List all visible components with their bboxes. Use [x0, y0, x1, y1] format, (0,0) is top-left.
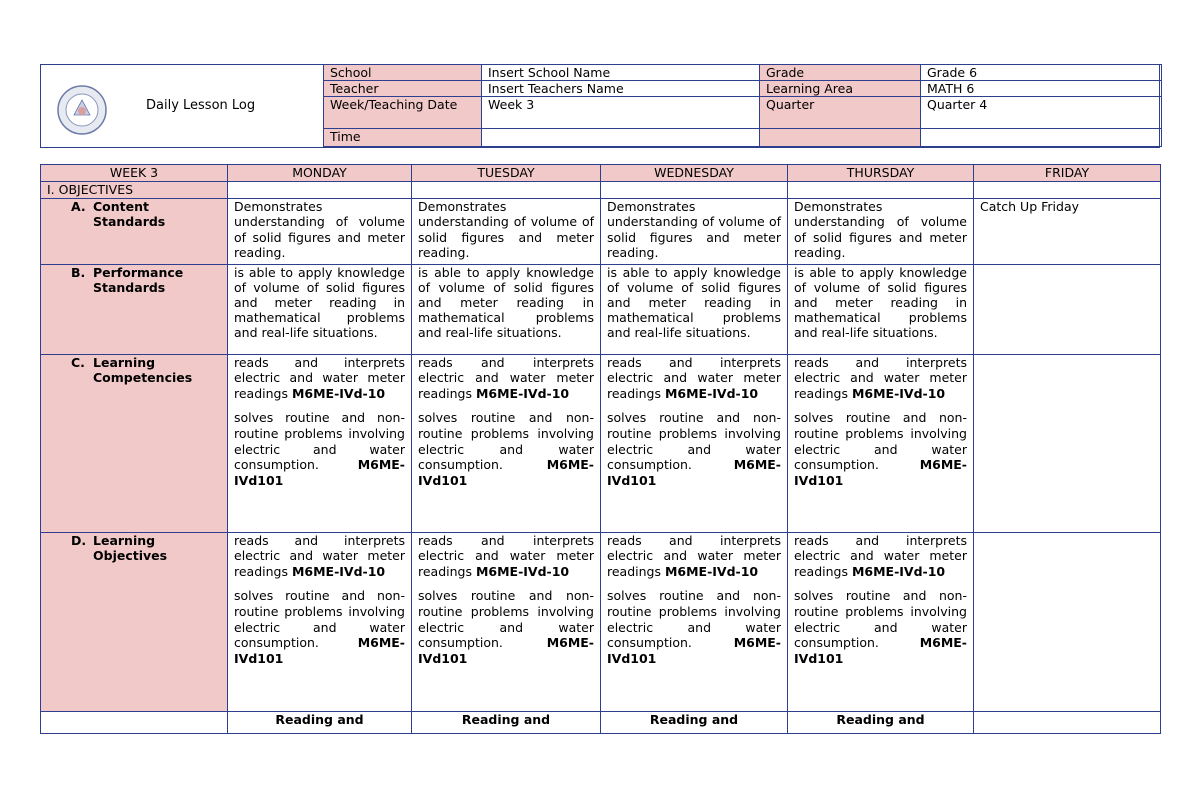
tuesday-content: Demonstrates understanding of volume of solid figures and meter reading.	[412, 198, 601, 264]
learning-area-label: Learning Area	[760, 81, 921, 97]
col-week: WEEK 3	[41, 165, 228, 182]
friday-content-topic	[974, 711, 1161, 733]
col-friday: FRIDAY	[974, 165, 1161, 182]
learning-objectives-label: D. Learning Objectives	[41, 532, 228, 711]
wednesday-competencies: reads and interprets electric and water meter readings M6ME-IVd-10 solves routine and non-routine problems involving electric and water consumption. M6ME-IVd101	[601, 354, 788, 532]
header-info-table	[323, 64, 1162, 147]
friday-objectives	[974, 532, 1161, 711]
friday-content: Catch Up Friday	[974, 198, 1161, 264]
content-row	[41, 711, 1161, 733]
page-title: Daily Lesson Log	[146, 98, 256, 113]
thursday-competencies: reads and interprets electric and water meter readings M6ME-IVd-10 solves routine and non-routine problems involving electric and water consumption. M6ME-IVd101	[788, 354, 974, 532]
monday-performance: is able to apply knowledge of volume of solid figures and meter reading in mathematical problems and real-life situations.	[228, 264, 412, 354]
wednesday-performance: is able to apply knowledge of volume of solid figures and meter reading in mathematical problems and real-life situations.	[601, 264, 788, 354]
monday-content-topic: Reading and	[228, 711, 412, 733]
friday-competencies	[974, 354, 1161, 532]
thursday-performance: is able to apply knowledge of volume of solid figures and meter reading in mathematical problems and real-life situations.	[788, 264, 974, 354]
monday-objectives: reads and interprets electric and water meter readings M6ME-IVd-10 solves routine and non-routine problems involving electric and water consumption. M6ME-IVd101	[228, 532, 412, 711]
week-label: Week/Teaching Date	[324, 97, 482, 129]
monday-content: Demonstrates understanding of volume of solid figures and meter reading.	[228, 198, 412, 264]
empty-label	[760, 129, 921, 147]
col-thursday: THURSDAY	[788, 165, 974, 182]
performance-standards-label: B. Performance Standards	[41, 264, 228, 354]
content-standards-row	[41, 198, 1161, 264]
thursday-content: Demonstrates understanding of volume of solid figures and meter reading.	[788, 198, 974, 264]
empty-value	[921, 129, 1162, 147]
week-value: Week 3	[482, 97, 760, 129]
performance-standards-row	[41, 264, 1161, 354]
table-header-row	[41, 165, 1161, 182]
grade-value: Grade 6	[921, 65, 1162, 81]
tuesday-objectives: reads and interprets electric and water meter readings M6ME-IVd-10 solves routine and non-routine problems involving electric and water consumption. M6ME-IVd101	[412, 532, 601, 711]
learning-competencies-row	[41, 354, 1161, 532]
col-wednesday: WEDNESDAY	[601, 165, 788, 182]
tuesday-performance: is able to apply knowledge of volume of solid figures and meter reading in mathematical problems and real-life situations.	[412, 264, 601, 354]
tuesday-competencies: reads and interprets electric and water meter readings M6ME-IVd-10 solves routine and non-routine problems involving electric and water consumption. M6ME-IVd101	[412, 354, 601, 532]
teacher-value: Insert Teachers Name	[482, 81, 760, 97]
grade-label: Grade	[760, 65, 921, 81]
time-value	[482, 129, 760, 147]
wednesday-content: Demonstrates understanding of volume of solid figures and meter reading.	[601, 198, 788, 264]
quarter-value: Quarter 4	[921, 97, 1162, 129]
objectives-row	[41, 181, 1161, 198]
wednesday-objectives: reads and interprets electric and water meter readings M6ME-IVd-10 solves routine and non-routine problems involving electric and water consumption. M6ME-IVd101	[601, 532, 788, 711]
school-label: School	[324, 65, 482, 81]
quarter-label: Quarter	[760, 97, 921, 129]
col-monday: MONDAY	[228, 165, 412, 182]
school-value: Insert School Name	[482, 65, 760, 81]
teacher-label: Teacher	[324, 81, 482, 97]
friday-performance	[974, 264, 1161, 354]
learning-objectives-row	[41, 532, 1161, 711]
deped-seal-icon	[56, 84, 108, 136]
tuesday-content-topic: Reading and	[412, 711, 601, 733]
thursday-objectives: reads and interprets electric and water meter readings M6ME-IVd-10 solves routine and non-routine problems involving electric and water consumption. M6ME-IVd101	[788, 532, 974, 711]
lesson-log-table	[40, 164, 1161, 734]
content-standards-label: A. Content Standards	[41, 198, 228, 264]
time-label: Time	[324, 129, 482, 147]
objectives-label: I. OBJECTIVES	[41, 181, 228, 198]
learning-area-value: MATH 6	[921, 81, 1162, 97]
wednesday-content-topic: Reading and	[601, 711, 788, 733]
content-label	[41, 711, 228, 733]
learning-competencies-label: C. Learning Competencies	[41, 354, 228, 532]
thursday-content-topic: Reading and	[788, 711, 974, 733]
col-tuesday: TUESDAY	[412, 165, 601, 182]
monday-competencies: reads and interprets electric and water meter readings M6ME-IVd-10 solves routine and non-routine problems involving electric and water consumption. M6ME-IVd101	[228, 354, 412, 532]
